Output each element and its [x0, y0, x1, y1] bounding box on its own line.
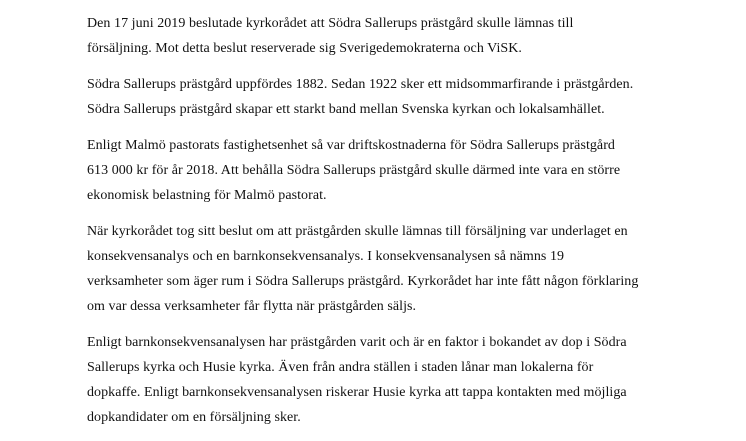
text-line: dopkandidater om en försäljning sker. — [87, 410, 301, 425]
text-line: om var dessa verksamheter får flytta när prästgården säljs. — [87, 299, 417, 314]
paragraph-history — [87, 72, 687, 122]
text-line: verksamheter som äger rum i Södra Sallerups prästgård. Kyrkorådet har inte fått någon förklaring — [87, 274, 639, 289]
text-line: Södra Sallerups prästgård skapar ett starkt band mellan Svenska kyrkan och lokalsamhället. — [87, 102, 605, 117]
paragraph-costs — [87, 133, 687, 208]
text-line: Enligt Malmö pastorats fastighetsenhet så var driftskostnaderna för Södra Sallerups prästgård — [87, 138, 615, 153]
text-line: konsekvensanalys och en barnkonsekvensanalys. I konsekvensanalysen så nämns 19 — [87, 249, 565, 264]
text-line: ekonomisk belastning för Malmö pastorat. — [87, 188, 327, 203]
text-line: Enligt barnkonsekvensanalysen har prästgården varit och är en faktor i bokandet av dop i Södra — [87, 335, 627, 350]
text-line: dopkaffe. Enligt barnkonsekvensanalysen riskerar Husie kyrka att tappa kontakten med möjliga — [87, 385, 627, 400]
paragraph-decision — [87, 11, 687, 61]
paragraph-child-impact — [87, 330, 687, 430]
text-line: Södra Sallerups prästgård uppfördes 1882. Sedan 1922 sker ett midsommarfirande i prästgården. — [87, 77, 634, 92]
document-page — [87, 11, 687, 441]
text-line: Den 17 juni 2019 beslutade kyrkorådet att Södra Sallerups prästgård skulle lämnas till — [87, 16, 574, 31]
text-line: När kyrkorådet tog sitt beslut om att prästgården skulle lämnas till försäljning var underlaget en — [87, 224, 628, 239]
paragraph-analysis — [87, 219, 687, 319]
text-line: försäljning. Mot detta beslut reserverade sig Sverigedemokraterna och ViSK. — [87, 41, 522, 56]
text-line: 613 000 kr för år 2018. Att behålla Södra Sallerups prästgård skulle därmed inte vara en större — [87, 163, 621, 178]
text-line: Sallerups kyrka och Husie kyrka. Även från andra ställen i staden lånar man lokalerna för — [87, 360, 594, 375]
